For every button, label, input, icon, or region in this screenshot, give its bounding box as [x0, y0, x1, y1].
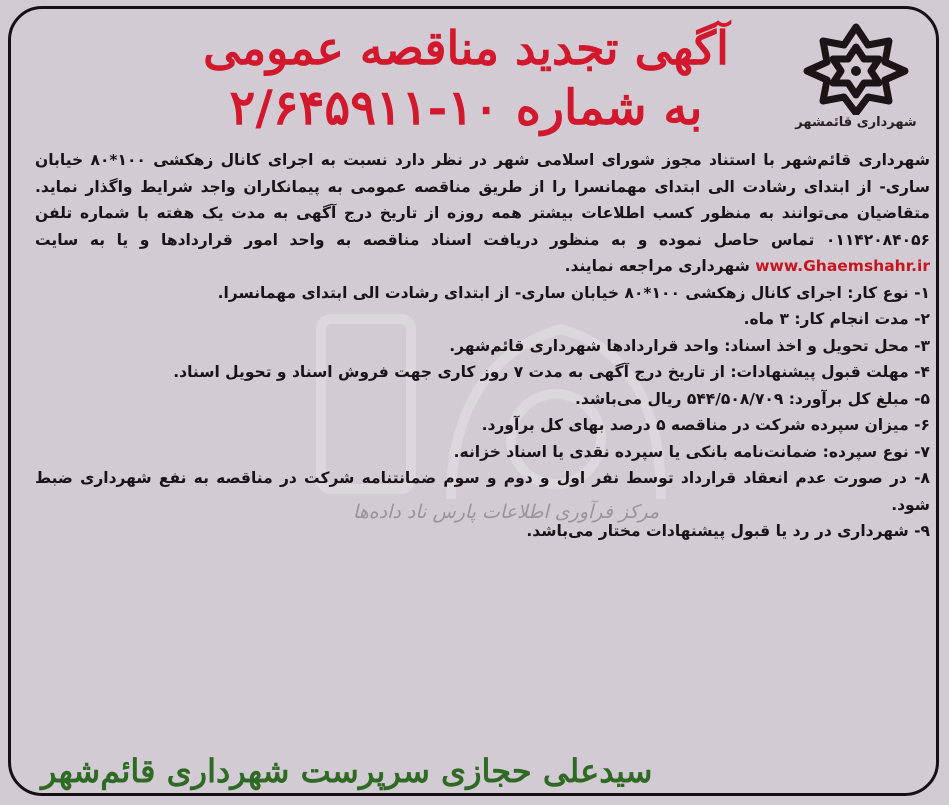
intro-paragraph — [35, 147, 930, 280]
notice-number: به شماره ۱۰-۲/۶۴۵۹۱۱ — [229, 80, 703, 136]
logo-caption: شهرداری قائمشهر — [795, 115, 917, 130]
notice-title: آگهی تجدید مناقصه عمومی — [203, 21, 729, 75]
list-item: ۴- مهلت قبول پیشنهادات: از تاریخ درج آگهی به مدت ۷ روز کاری جهت فروش اسناد و تحویل اسناد. — [173, 363, 930, 381]
list-item: ۳- محل تحویل و اخذ اسناد: واحد قراردادها شهرداری قائم‌شهر. — [449, 336, 930, 355]
list-item: ۸- در صورت عدم انعقاد قرارداد توسط نفر اول و دوم و سوم ضمانتنامه شرکت در مناقصه به نفع شهرداری ضبط شود. — [35, 469, 930, 514]
list-item: ۲- مدت انجام کار: ۳ ماه. — [743, 310, 930, 328]
list-item: ۱- نوع کار: اجرای کانال زهکشی ۱۰۰*۸۰ خیابان ساری- از ابتدای رشادت الی ابتدای مهمانسرا. — [217, 283, 930, 302]
list-item: ۹- شهرداری در رد یا قبول پیشنهادات مختار می‌باشد. — [526, 522, 930, 540]
list-item: ۵- مبلغ کل برآورد: ۵۴۴/۵۰۸/۷۰۹ ریال می‌باشد. — [575, 389, 930, 408]
watermark-text: مرکز فرآوری اطلاعات پارس ناد داده‌ها — [352, 501, 660, 523]
list-item: ۷- نوع سپرده: ضمانت‌نامه بانکی یا سپرده نقدی یا اسناد خزانه. — [453, 442, 930, 461]
star-knot-logo-icon — [801, 23, 911, 115]
municipality-logo — [771, 19, 941, 139]
website-link[interactable]: www.Ghaemshahr.ir — [755, 257, 930, 275]
list-item: ۶- میزان سپرده شرکت در مناقصه ۵ درصد بهای کل برآورد. — [481, 416, 930, 434]
intro-text-end: شهرداری مراجعه نمایند. — [564, 257, 750, 275]
conditions-list — [35, 280, 930, 545]
notice-frame — [8, 6, 939, 796]
notice-body — [35, 147, 930, 545]
signature-line: سیدعلی حجازی سرپرست شهرداری قائم‌شهر — [41, 752, 653, 790]
intro-text: شهرداری قائم‌شهر با استناد مجوز شورای اسلامی شهر در نظر دارد نسبت به اجرای کانال زهکشی ۱۰۰*۸۰ خیابان ساری- از ابتدای رشادت الی ابتدای مهمانسرا را از طریق مناقصه عمومی به پیمانکاران واجد شرایط واگذار نماید. متقاضیان می‌توانند به منظور کسب اطلاعات بیشتر همه روزه از تاریخ درج آگهی به مدت یک هفته با شماره تلفن ۰۱۱۴۲۰۸۴۰۵۶ تماس حاصل نموده و به منظور دریافت اسناد مناقصه به واحد امور قراردادها و یا به سایت — [35, 151, 930, 249]
